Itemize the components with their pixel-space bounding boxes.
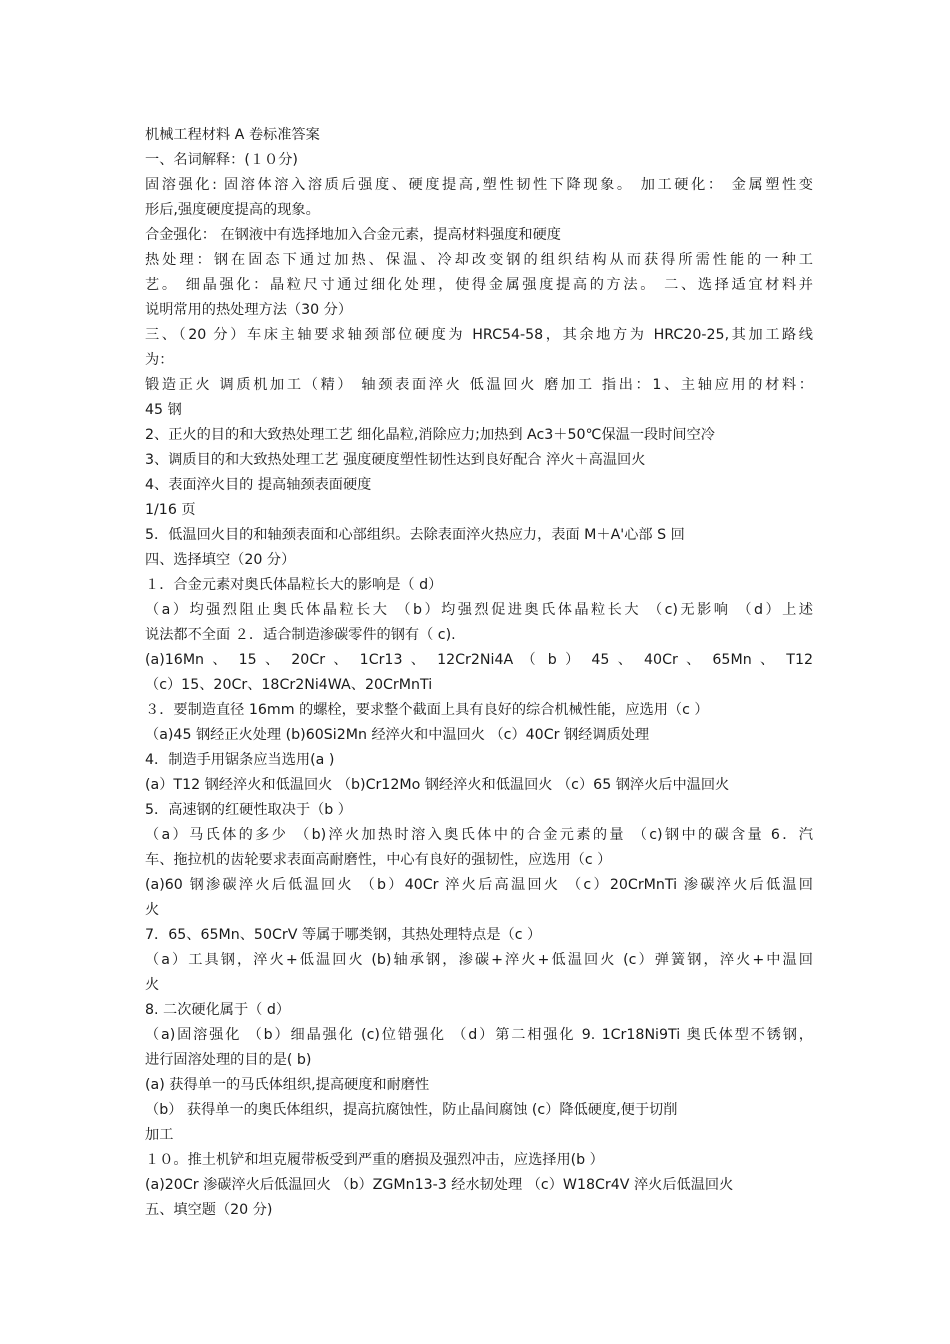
question-line: 7．65、65Mn、50CrV 等属于哪类钢，其热处理特点是（c ）	[145, 927, 542, 943]
option-line: (a) 获得单一的马氏体组织,提高硬度和耐磨性	[145, 1077, 430, 1093]
option-line: （a）工具钢，淬火+低温回火 (b)轴承钢，渗碳+淬火+低温回火 (c）弹簧钢，淬火+中温回	[145, 952, 813, 968]
question-line: １．合金元素对奥氏体晶粒长大的影响是（ d）	[145, 577, 443, 593]
text-line: 5．低温回火目的和轴颈表面和心部组织。去除表面淬火热应力，表面 M＋A'心部 S 回	[145, 527, 685, 543]
text-line: 说明常用的热处理方法（30 分）	[145, 302, 353, 318]
question-line: 车、拖拉机的齿轮要求表面高耐磨性，中心有良好的强韧性，应选用（c ）	[145, 852, 612, 868]
text-line: 固溶强化: 固溶体溶入溶质后强度、硬度提高,塑性韧性下降现象。 加工硬化： 金属塑性变	[145, 177, 813, 193]
document-page	[145, 123, 813, 1223]
doc-title: 机械工程材料 A 卷标准答案	[145, 127, 320, 143]
question-line: 5．高速钢的红硬性取决于（b ）	[145, 802, 352, 818]
option-line: (a)20Cr 渗碳淬火后低温回火 （b）ZGMn13-3 经水韧处理 （c）W18Cr4V 淬火后低温回火	[145, 1177, 734, 1193]
section-heading: 五、填空题（20 分)	[145, 1202, 273, 1218]
text-line: 45 钢	[145, 402, 182, 418]
question-line: 8. 二次硬化属于（ d）	[145, 1002, 291, 1018]
text-line: 形后,强度硬度提高的现象。	[145, 202, 320, 218]
text-line: 锻造正火 调质机加工（精） 轴颈表面淬火 低温回火 磨加工 指出：1、主轴应用的材料：	[145, 377, 813, 393]
question-line: 说法都不全面 ２．适合制造渗碳零件的钢有（ c).	[145, 627, 456, 643]
section-heading: 一、名词解释：(１０分)	[145, 152, 298, 168]
option-line: （a)45 钢经正火处理 (b)60Si2Mn 经淬火和中温回火 （c）40Cr 钢经调质处理	[145, 727, 650, 743]
section-heading: 四、选择填空（20 分）	[145, 552, 296, 568]
option-line: （a)固溶强化 （b）细晶强化 (c)位错强化 （d）第二相强化 9. 1Cr18Ni9Ti 奥氏体型不锈钢，	[145, 1027, 813, 1043]
text-line: 热处理：钢在固态下通过加热、保温、冷却改变钢的组织结构从而获得所需性能的一种工	[145, 252, 813, 268]
option-line: （c）15、20Cr、18Cr2Ni4WA、20CrMnTi	[145, 677, 433, 693]
question-line: 4．制造手用锯条应当选用(a )	[145, 752, 335, 768]
text-line: 2、正火的目的和大致热处理工艺 细化晶粒,消除应力;加热到 Ac3＋50℃保温一段时间空冷	[145, 427, 715, 443]
option-line: 加工	[145, 1127, 174, 1143]
option-line: （b） 获得单一的奥氏体组织，提高抗腐蚀性，防止晶间腐蚀 (c）降低硬度,便于切削	[145, 1102, 678, 1118]
option-line: (a)16Mn 、 15 、 20Cr 、 1Cr13 、 12Cr2Ni4A （ b ） 45 、 40Cr 、 65Mn 、 T12	[145, 652, 813, 668]
option-line: (a）T12 钢经淬火和低温回火 （b)Cr12Mo 钢经淬火和低温回火 （c）65 钢淬火后中温回火	[145, 777, 730, 793]
question-line: ３．要制造直径 16mm 的螺栓，要求整个截面上具有良好的综合机械性能，应选用（c ）	[145, 702, 709, 718]
option-line: （a）均强烈阻止奥氏体晶粒长大 （b）均强烈促进奥氏体晶粒长大 （c)无影响 （d）上述	[145, 602, 813, 618]
text-line: 合金强化： 在钢液中有选择地加入合金元素，提高材料强度和硬度	[145, 227, 561, 243]
page-number: 1/16 页	[145, 502, 196, 518]
section-heading: 三、（20 分）车床主轴要求轴颈部位硬度为 HRC54-58，其余地方为 HRC20-25,其加工路线	[145, 327, 813, 343]
text-line: 为：	[145, 352, 174, 368]
option-line: (a)60 钢渗碳淬火后低温回火 （b）40Cr 淬火后高温回火 （c）20CrMnTi 渗碳淬火后低温回	[145, 877, 813, 893]
question-line: 进行固溶处理的目的是( b)	[145, 1052, 312, 1068]
option-line: （a）马氏体的多少 （b)淬火加热时溶入奥氏体中的合金元素的量 （c)钢中的碳含量 6．汽	[145, 827, 813, 843]
text-line: 3、调质目的和大致热处理工艺 强度硬度塑性韧性达到良好配合 淬火＋高温回火	[145, 452, 646, 468]
question-line: １０。推土机铲和坦克履带板受到严重的磨损及强烈冲击，应选择用(b ）	[145, 1152, 604, 1168]
text-line: 4、表面淬火目的 提高轴颈表面硬度	[145, 477, 372, 493]
text-line: 艺。 细晶强化：晶粒尺寸通过细化处理，使得金属强度提高的方法。 二、选择适宜材料并	[145, 277, 813, 293]
option-line: 火	[145, 977, 160, 993]
option-line: 火	[145, 902, 160, 918]
